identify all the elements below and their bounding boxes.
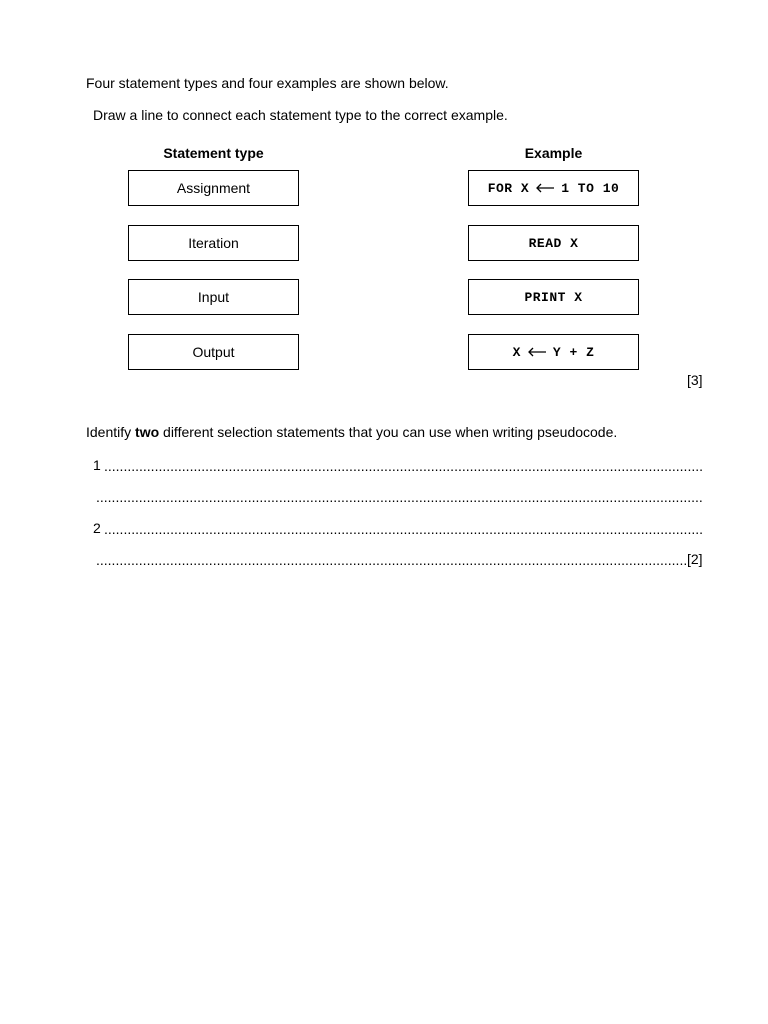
example-code: X [512,344,521,360]
statement-label: Iteration [188,235,239,251]
answer-number: 1 [93,457,101,473]
q2-prompt-start: Identify [86,424,136,440]
answer-line-2a[interactable] [104,521,704,537]
statement-label: Assignment [176,180,251,196]
left-arrow-icon [535,183,555,193]
statement-type-heading: Statement type [163,145,264,161]
example-code: PRINT X [524,289,583,305]
q2-prompt-emphasis: two [135,424,160,440]
answer-line-1a[interactable] [104,458,704,474]
q2-marks: [2] [687,551,703,567]
answer-number: 2 [93,520,101,536]
left-arrow-icon [527,347,547,357]
example-heading: Example [524,145,583,161]
q2-prompt [86,424,617,440]
q1-intro: Four statement types and four examples are shown below. [86,75,449,91]
q1-instruction: Draw a line to connect each statement type to the correct example. [93,107,508,123]
example-code: Y + Z [552,344,595,360]
example-box-read[interactable] [468,225,639,261]
q1-marks: [3] [687,372,703,388]
statement-box-assignment[interactable] [128,170,299,206]
answer-line-1b[interactable] [96,489,704,505]
answer-line-2b[interactable] [96,552,687,568]
statement-box-input[interactable] [128,279,299,315]
example-box-for-loop[interactable] [468,170,639,206]
statement-label: Output [192,344,235,360]
example-box-print[interactable] [468,279,639,315]
example-code: FOR X [487,180,530,196]
example-box-assign[interactable] [468,334,639,370]
statement-box-iteration[interactable] [128,225,299,261]
example-code: READ X [528,235,579,251]
statement-box-output[interactable] [128,334,299,370]
example-code: 1 TO 10 [561,180,620,196]
q2-prompt-end: different selection statements that you can use when writing pseudocode. [159,424,618,440]
statement-label: Input [197,289,230,305]
